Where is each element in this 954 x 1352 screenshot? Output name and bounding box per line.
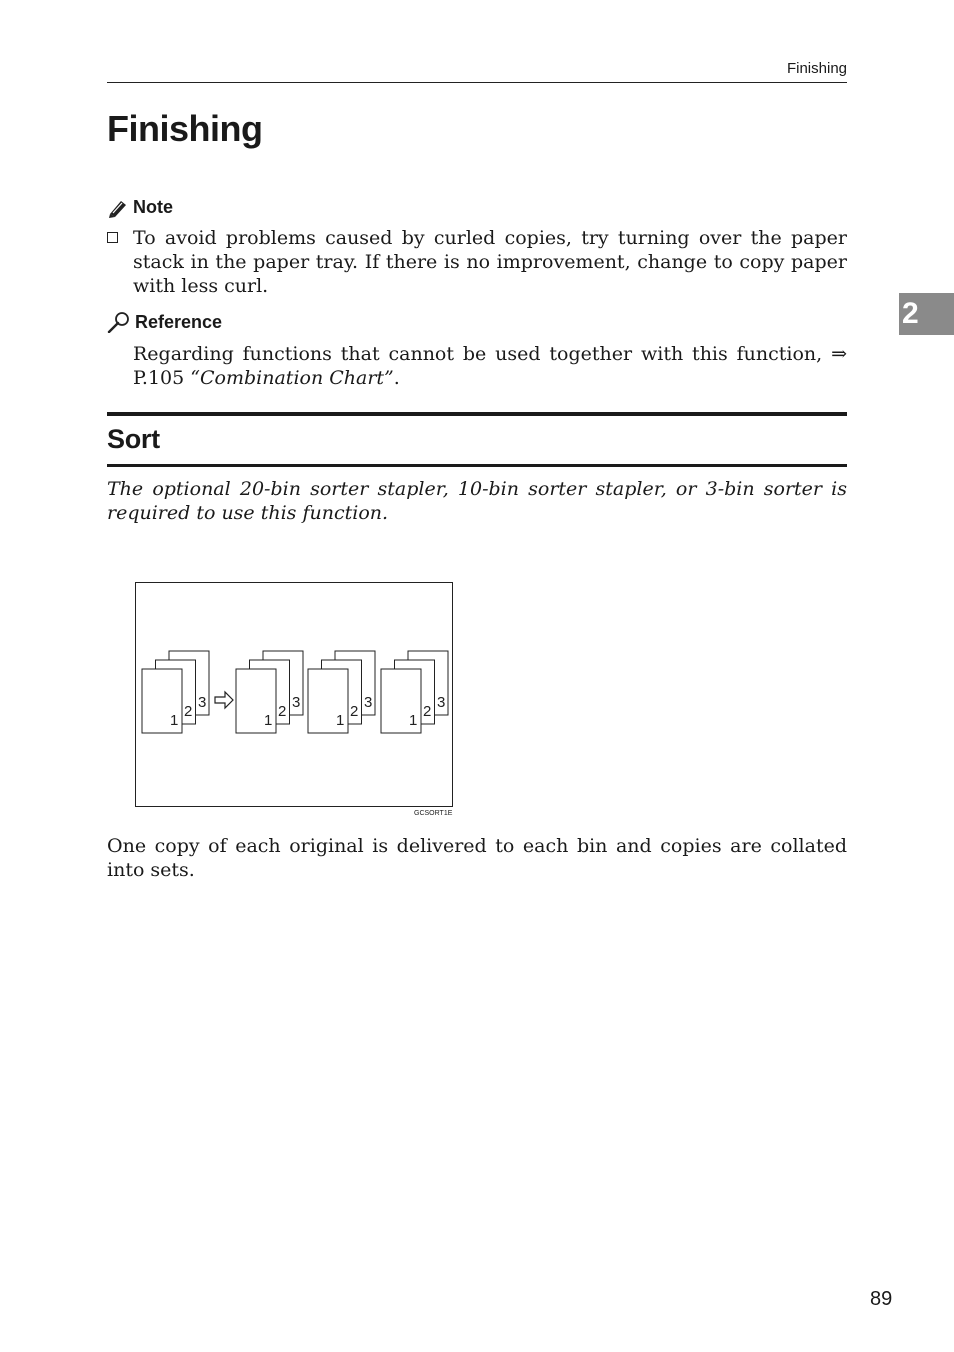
magnifier-icon [107, 311, 131, 333]
page-number-label: 3 [292, 694, 301, 711]
page-number-label: 2 [350, 703, 359, 720]
paper-stack [308, 651, 375, 733]
page-number-label: 1 [336, 712, 345, 729]
combination-chart-link[interactable]: “Combination Chart” [190, 367, 394, 389]
paper-stack [381, 651, 448, 733]
page-number-label: 3 [437, 694, 446, 711]
reference-heading-label: Reference [135, 311, 223, 332]
checkbox-bullet-icon [107, 232, 118, 243]
page-number-label: 2 [278, 703, 287, 720]
arrow-right-icon [215, 692, 233, 708]
reference-suffix: . [393, 367, 400, 389]
note-heading [107, 197, 173, 218]
figure-code: GCSORT1E [414, 810, 453, 817]
section-intro: The optional 20-bin sorter stapler, 10-bin sorter stapler, or 3-bin sorter is required to use this function. [107, 478, 847, 524]
page-number-label: 1 [170, 712, 179, 729]
reference-body: Regarding functions that cannot be used together with this function, ⇒ P.105 [133, 343, 847, 389]
paper-stack [142, 651, 209, 733]
pencil-icon [107, 198, 129, 218]
reference-heading [107, 311, 222, 333]
reference-text [133, 342, 847, 390]
sort-illustration [135, 582, 453, 807]
section-rule-top [107, 412, 847, 416]
page-title: Finishing [107, 108, 263, 149]
page-number-label: 1 [409, 712, 418, 729]
note-item [107, 226, 847, 298]
page-number-label: 1 [264, 712, 273, 729]
note-item-text: To avoid problems caused by curled copies, try turning over the paper stack in the paper tray. If there is no improvement, change to copy paper with less curl. [133, 227, 847, 297]
paper-stack [236, 651, 303, 733]
page-number: 89 [870, 1288, 893, 1310]
chapter-tab[interactable]: 2 [899, 293, 954, 335]
page-number-label: 2 [184, 703, 193, 720]
section-body: One copy of each original is delivered to each bin and copies are collated into sets. [107, 835, 847, 881]
page-number-label: 3 [198, 694, 207, 711]
section-rule-bottom [107, 464, 847, 467]
section-title: Sort [107, 424, 160, 454]
running-header: Finishing [107, 60, 847, 83]
page-number-label: 3 [364, 694, 373, 711]
page-number-label: 2 [423, 703, 432, 720]
note-heading-label: Note [133, 197, 173, 217]
